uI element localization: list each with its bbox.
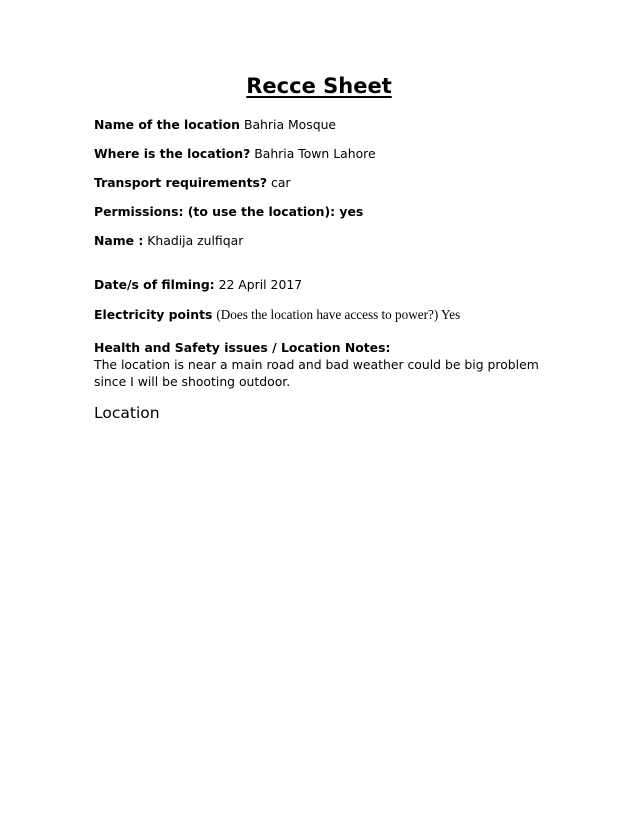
field-label: Electricity points	[94, 307, 213, 322]
field-label: Date/s of filming:	[94, 277, 215, 292]
field-label: Name of the location	[94, 117, 241, 132]
field-electricity	[94, 307, 460, 323]
field-label: Where is the location?	[94, 146, 251, 161]
field-transport	[94, 175, 291, 191]
document-title: Recce Sheet	[246, 74, 392, 98]
field-label: Transport requirements?	[94, 175, 268, 190]
field-value: Bahria Town Lahore	[254, 146, 376, 161]
field-value: The location is near a main road and bad weather could be big problem since I will be shooting outdoor.	[94, 357, 539, 389]
field-label: Health and Safety issues / Location Notes:	[94, 340, 391, 355]
field-location-name	[94, 117, 336, 133]
location-heading: Location	[94, 404, 160, 422]
field-value: 22 April 2017	[218, 277, 303, 292]
field-name	[94, 233, 243, 249]
field-value: (Does the location have access to power?) Yes	[216, 307, 461, 322]
field-label: Name :	[94, 233, 144, 248]
field-permissions	[94, 204, 363, 220]
field-value: Khadija zulfiqar	[147, 233, 244, 248]
field-value: Bahria Mosque	[243, 117, 337, 132]
field-health-safety	[94, 339, 554, 390]
field-dates	[94, 277, 302, 293]
field-where	[94, 146, 376, 162]
field-value: car	[271, 175, 291, 190]
field-label: Permissions: (to use the location): yes	[94, 204, 364, 219]
